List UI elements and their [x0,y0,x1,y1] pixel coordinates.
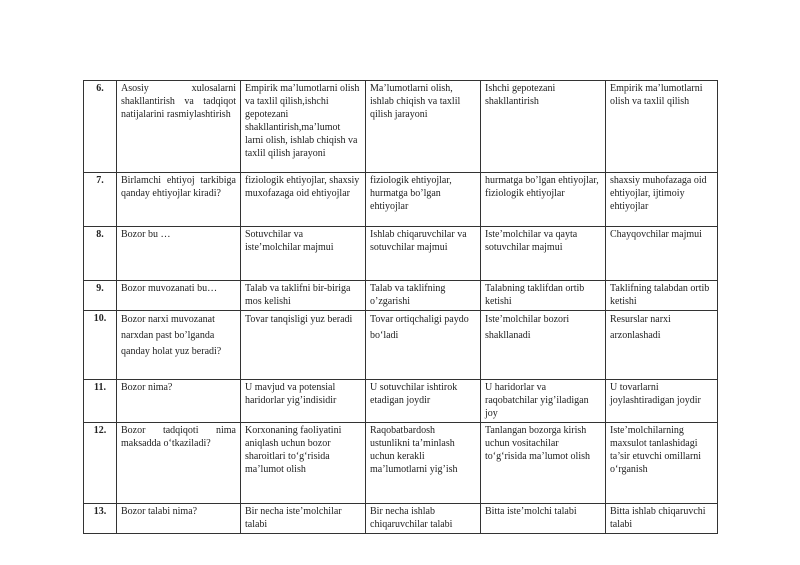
answer-option-b: Tovar ortiqchaligi paydo bo‘ladi [366,311,481,380]
answer-option-c: Iste’molchilar va qayta sotuvchilar majmui [481,227,606,281]
answer-option-d: Empirik ma’lumotlarni olish va taxlil qilish [606,81,718,173]
question-number: 6. [84,81,117,173]
table-row [84,380,718,423]
answer-option-b: Bir necha ishlab chiqaruvchilar talabi [366,504,481,534]
question-number: 11. [84,380,117,423]
answer-option-a: fiziologik ehtiyojlar, shaxsiy muxofazaga oid ehtiyojlar [241,173,366,227]
table-row [84,227,718,281]
question-text: Bozor talabi nima? [117,504,241,534]
question-number: 10. [84,311,117,380]
answer-option-d: Resurslar narxi arzonlashadi [606,311,718,380]
answer-option-a: Empirik ma’lumotlarni olish va taxlil qilish,ishchi gepotezani shakllantirish,ma’lumot larni olish, ishlab chiqish va taxlil qilish jarayoni [241,81,366,173]
answer-option-d: Taklifning talabdan ortib ketishi [606,281,718,311]
answer-option-d: Bitta ishlab chiqaruvchi talabi [606,504,718,534]
table-row [84,504,718,534]
answer-option-d: shaxsiy muhofazaga oid ehtiyojlar, ijtimoiy ehtiyojlar [606,173,718,227]
answer-option-d: U tovarlarni joylashtiradigan joydir [606,380,718,423]
answer-option-a: Sotuvchilar va iste’molchilar majmui [241,227,366,281]
question-number: 7. [84,173,117,227]
question-text: Bozor nima? [117,380,241,423]
answer-option-d: Iste’molchilarning maxsulot tanlashidagi ta’sir etuvchi omillarni o‘rganish [606,423,718,504]
answer-option-b: Ma’lumotlarni olish, ishlab chiqish va taxlil qilish jarayoni [366,81,481,173]
question-text: Bozor narxi muvozanat narxdan past bo’lganda qanday holat yuz beradi? [117,311,241,380]
table-row [84,81,718,173]
answer-option-d: Chayqovchilar majmui [606,227,718,281]
answer-option-b: Talab va taklifning o’zgarishi [366,281,481,311]
answer-option-c: Bitta iste’molchi talabi [481,504,606,534]
table-row [84,423,718,504]
answer-option-a: Bir necha iste’molchilar talabi [241,504,366,534]
table-row [84,311,718,380]
answer-option-a: Talab va taklifni bir-biriga mos kelishi [241,281,366,311]
answer-option-b: U sotuvchilar ishtirok etadigan joydir [366,380,481,423]
answer-option-b: fiziologik ehtiyojlar, hurmatga bo’lgan ehtiyojlar [366,173,481,227]
question-text: Bozor tadqiqoti nima maksadda o‘tkaziladi? [117,423,241,504]
question-number: 9. [84,281,117,311]
question-number: 12. [84,423,117,504]
answer-option-c: Tanlangan bozorga kirish uchun vositachilar to‘g‘risida ma’lumot olish [481,423,606,504]
question-number: 13. [84,504,117,534]
answer-option-a: Tovar tanqisligi yuz beradi [241,311,366,380]
answer-option-c: Iste’molchilar bozori shakllanadi [481,311,606,380]
question-number: 8. [84,227,117,281]
answer-option-c: Ishchi gepotezani shakllantirish [481,81,606,173]
question-text: Bozor muvozanati bu… [117,281,241,311]
table-row [84,173,718,227]
questions-table [83,80,718,534]
answer-option-b: Raqobatbardosh ustunlikni ta’minlash uchun kerakli ma’lumotlarni yig’ish [366,423,481,504]
answer-option-c: hurmatga bo’lgan ehtiyojlar, fiziologik ehtiyojlar [481,173,606,227]
answer-option-c: Talabning taklifdan ortib ketishi [481,281,606,311]
question-text: Bozor bu … [117,227,241,281]
question-text: Birlamchi ehtiyoj tarkibiga qanday ehtiyojlar kiradi? [117,173,241,227]
table-row [84,281,718,311]
answer-option-c: U haridorlar va raqobatchilar yig’iladigan joy [481,380,606,423]
answer-option-a: Korxonaning faoliyatini aniqlash uchun bozor sharoitlari to‘g‘risida ma’lumot olish [241,423,366,504]
answer-option-a: U mavjud va potensial haridorlar yig’indisidir [241,380,366,423]
question-text: Asosiy xulosalarni shakllantirish va tadqiqot natijalarini rasmiylashtirish [117,81,241,173]
answer-option-b: Ishlab chiqaruvchilar va sotuvchilar majmui [366,227,481,281]
